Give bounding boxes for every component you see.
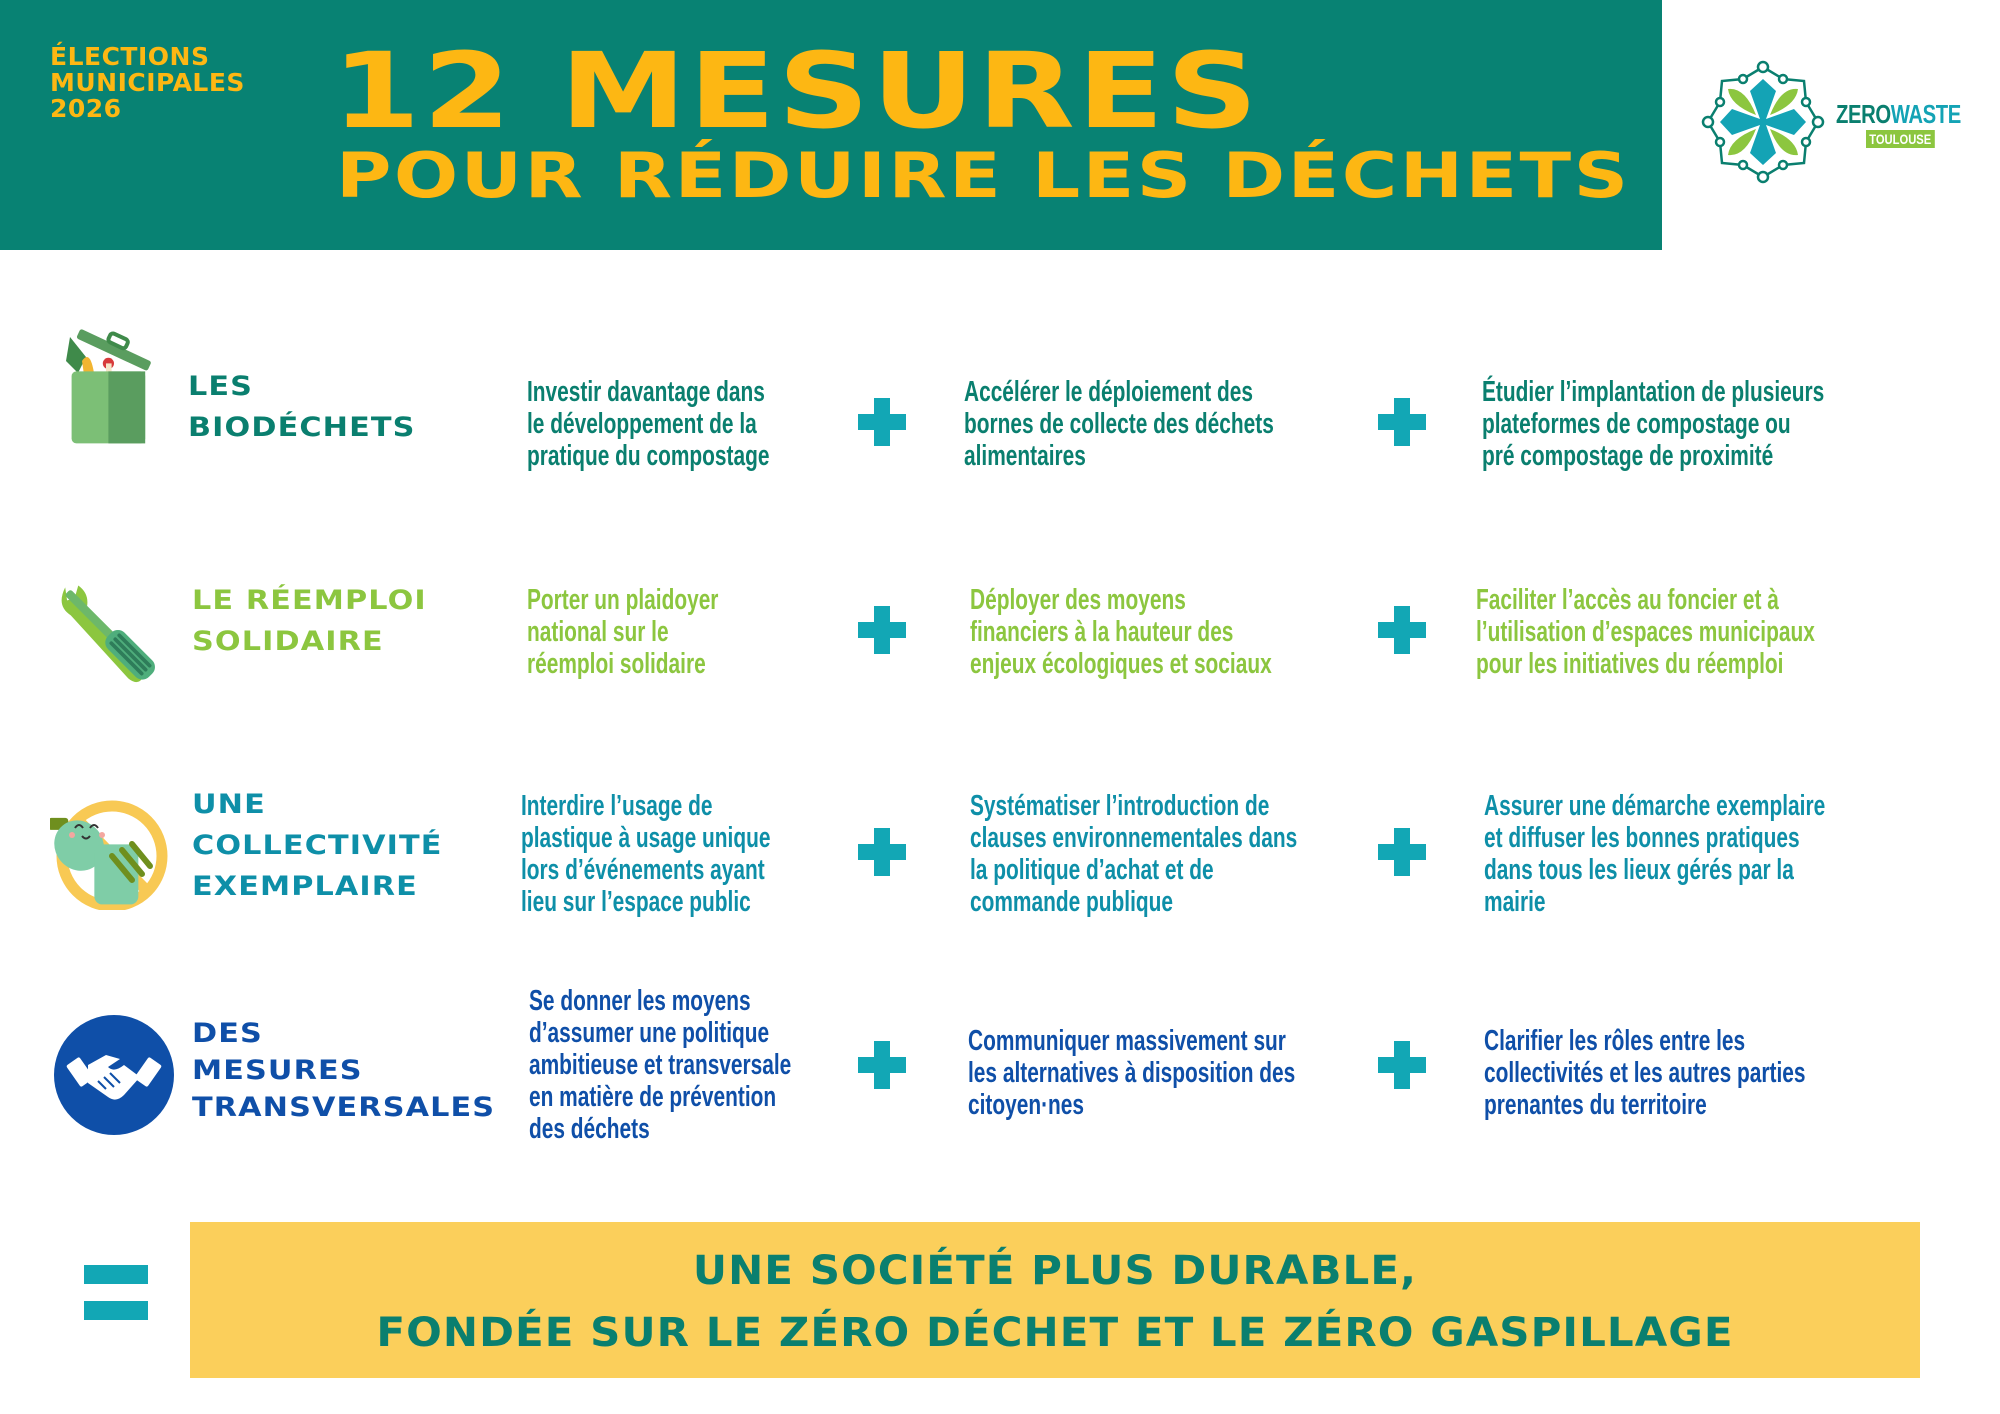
category-row-transversales	[0, 985, 2000, 1155]
measure-card: Interdire l’usage de plastique à usage unique lors d’événements ayant lieu sur l’espace public	[521, 790, 771, 918]
equals-icon	[84, 1265, 148, 1327]
measure-card: Porter un plaidoyer national sur le réemploi solidaire	[527, 584, 719, 680]
category-title-collectivite: UNE COLLECTIVITÉ EXEMPLAIRE	[192, 789, 443, 902]
category-row-collectivite	[0, 780, 2000, 930]
plus-icon	[858, 828, 906, 876]
conclusion-line-1: UNE SOCIÉTÉ PLUS DURABLE,	[692, 1248, 1418, 1294]
measure-card: Clarifier les rôles entre les collectivités et les autres parties prenantes du territoire	[1484, 1025, 1806, 1121]
measure-card: Déployer des moyens financiers à la hauteur des enjeux écologiques et sociaux	[970, 584, 1272, 680]
measure-card: Étudier l’implantation de plusieurs plateformes de compostage ou pré compostage de proximité	[1482, 376, 1825, 472]
no-plastic-bottle-icon	[50, 790, 170, 910]
plus-icon	[858, 606, 906, 654]
plus-icon	[1378, 828, 1426, 876]
conclusion-banner	[190, 1222, 1920, 1378]
logo-wordmark: ZEROWASTE	[1836, 99, 1961, 129]
measure-card: Communiquer massivement sur les alternatives à disposition des citoyen·nes	[968, 1025, 1296, 1121]
page-title: 12 MESURES	[332, 30, 1261, 152]
plus-icon	[1378, 606, 1426, 654]
plus-icon	[1378, 398, 1426, 446]
category-title-reemploi: LE RÉEMPLOI SOLIDAIRE	[192, 585, 427, 657]
measure-card: Faciliter l’accès au foncier et à l’utilisation d’espaces municipaux pour les initiatives du réemploi	[1476, 584, 1815, 680]
election-line-1: ÉLECTIONS	[50, 42, 210, 71]
election-year: 2026	[50, 94, 122, 123]
category-row-biodechets	[0, 310, 2000, 470]
measure-card: Accélérer le déploiement des bornes de collecte des déchets alimentaires	[964, 376, 1274, 472]
logo-city-tag: TOULOUSE	[1866, 130, 1934, 148]
category-row-reemploi	[0, 570, 2000, 700]
plus-icon	[858, 398, 906, 446]
wrench-screwdriver-icon	[54, 578, 166, 690]
occitan-cross-icon	[1700, 59, 1826, 185]
election-label	[50, 44, 245, 122]
page-subtitle: POUR RÉDUIRE LES DÉCHETS	[336, 139, 1631, 212]
plus-icon	[1378, 1041, 1426, 1089]
measure-card: Systématiser l’introduction de clauses environnementales dans la politique d’achat et de commande publique	[970, 790, 1298, 918]
plus-icon	[858, 1041, 906, 1089]
zerowaste-toulouse-logo	[1700, 55, 1980, 195]
measure-card: Assurer une démarche exemplaire et diffuser les bonnes pratiques dans tous les lieux gérés par la mairie	[1484, 790, 1826, 918]
category-title-transversales: DES MESURES TRANSVERSALES	[192, 1018, 496, 1123]
header-banner	[0, 0, 1662, 250]
category-title-biodechets: LES BIODÉCHETS	[188, 371, 416, 443]
handshake-icon	[54, 1015, 174, 1135]
measure-card: Investir davantage dans le développement de la pratique du compostage	[527, 376, 770, 472]
measure-card: Se donner les moyens d’assumer une politique ambitieuse et transversale en matière de prévention des déchets	[529, 985, 792, 1145]
election-line-2: MUNICIPALES	[50, 68, 245, 97]
compost-bin-icon	[62, 310, 158, 460]
conclusion-line-2: FONDÉE SUR LE ZÉRO DÉCHET ET LE ZÉRO GASPILLAGE	[376, 1310, 1734, 1356]
